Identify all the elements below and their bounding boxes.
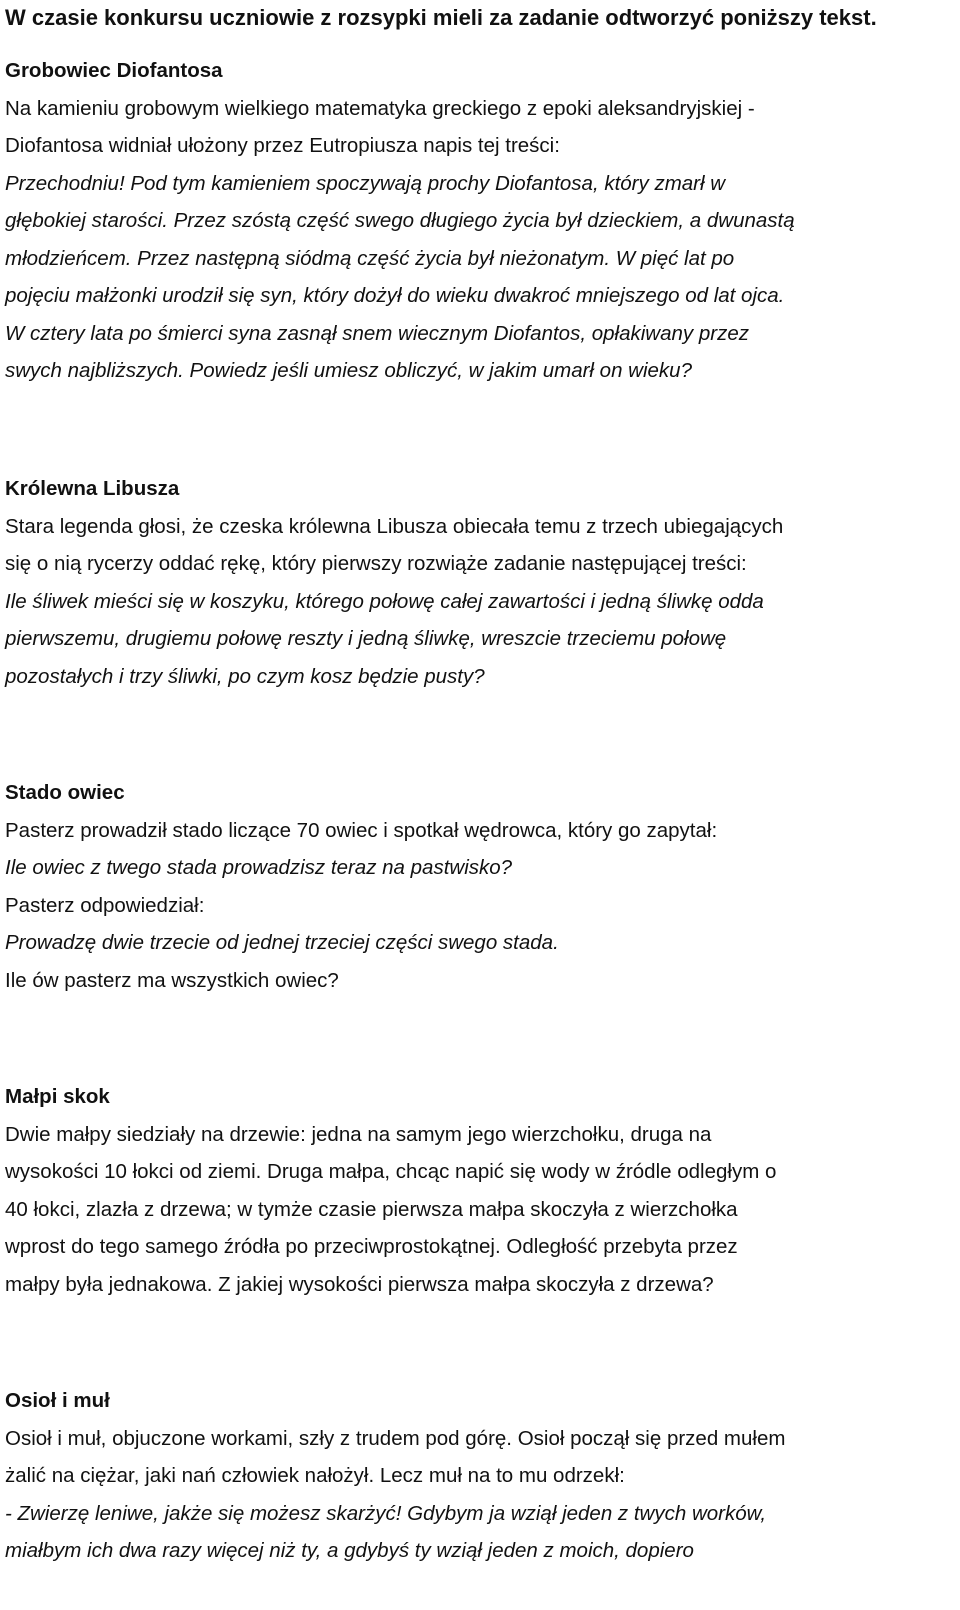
text-line: małpy była jednakowa. Z jakiej wysokości pierwsza małpa skoczyła z drzewa? xyxy=(5,1272,714,1296)
text-line: się o nią rycerzy oddać rękę, który pierwszy rozwiąże zadanie następującej treści: xyxy=(5,552,747,575)
section-title: Królewna Libusza xyxy=(5,477,180,500)
text-line-italic: W cztery lata po śmierci syna zasnął snem wiecznym Diofantos, opłakiwany przez xyxy=(5,321,749,345)
text-line-italic: młodzieńcem. Przez następną siódmą część życia był nieżonatym. W pięć lat po xyxy=(5,246,735,270)
text-line-italic: pierwszemu, drugiemu połowę reszty i jedną śliwkę, wreszcie trzeciemu połowę xyxy=(5,627,727,650)
section-osiol-i-mul xyxy=(5,1382,785,1570)
text-line: Dwie małpy siedziały na drzewie: jedna na samym jego wierzchołku, druga na xyxy=(5,1122,712,1146)
section-title: Osioł i muł xyxy=(5,1389,110,1412)
text-line: Stara legenda głosi, że czeska królewna Libusza obiecała temu z trzech ubiegających xyxy=(5,514,784,538)
text-line-italic: swych najbliższych. Powiedz jeśli umiesz obliczyć, w jakim umarł on wieku? xyxy=(5,359,692,382)
text-line: Diofantosa widniał ułożony przez Eutropiusza napis tej treści: xyxy=(5,134,560,157)
text-line-italic: pojęciu małżonki urodził się syn, który dożył do wieku dwakroć mniejszego od lat ojca. xyxy=(5,284,785,307)
text-line-italic: głębokiej starości. Przez szóstą część swego długiego życia był dzieckiem, a dwunastą xyxy=(5,209,795,232)
section-libusza xyxy=(5,470,783,695)
document-page xyxy=(5,0,950,1562)
text-line: Pasterz odpowiedział: xyxy=(5,893,205,917)
text-line: Na kamieniu grobowym wielkiego matematyka greckiego z epoki aleksandryjskiej - xyxy=(5,96,755,120)
text-line: wysokości 10 łokci od ziemi. Druga małpa, chcąc napić się wody w źródle odległym o xyxy=(5,1160,777,1183)
section-title: Grobowiec Diofantosa xyxy=(5,59,223,82)
text-line-italic: Przechodniu! Pod tym kamieniem spoczywają prochy Diofantosa, który zmarł w xyxy=(5,171,726,195)
text-line: 40 łokci, zlazła z drzewa; w tymże czasie pierwsza małpa skoczyła z wierzchołka xyxy=(5,1197,738,1221)
text-line: Osioł i muł, objuczone workami, szły z trudem pod górę. Osioł począł się przed mułem xyxy=(5,1426,786,1450)
text-line-italic: Prowadzę dwie trzecie od jednej trzeciej części swego stada. xyxy=(5,931,559,954)
section-diofantos xyxy=(5,52,795,390)
text-line-italic: Ile śliwek mieści się w koszyku, którego połowę całej zawartości i jedną śliwkę odda xyxy=(5,589,764,613)
section-title: Małpi skok xyxy=(5,1085,110,1108)
text-line: Ile ów pasterz ma wszystkich owiec? xyxy=(5,968,339,992)
text-line: Pasterz prowadził stado liczące 70 owiec i spotkał wędrowca, który go zapytał: xyxy=(5,818,718,842)
text-line-italic: pozostałych i trzy śliwki, po czym kosz będzie pusty? xyxy=(5,664,485,688)
intro-text: W czasie konkursu uczniowie z rozsypki mieli za zadanie odtworzyć poniższy tekst. xyxy=(5,5,877,30)
text-line-italic: miałbym ich dwa razy więcej niż ty, a gdybyś ty wziął jeden z moich, dopiero xyxy=(5,1539,694,1562)
section-stado-owiec xyxy=(5,774,717,999)
text-line-italic: - Zwierzę leniwe, jakże się możesz skarżyć! Gdybym ja wziął jeden z twych worków, xyxy=(5,1501,767,1525)
text-line: żalić na ciężar, jaki nań człowiek nałożył. Lecz muł na to mu odrzekł: xyxy=(5,1464,625,1487)
text-line-italic: Ile owiec z twego stada prowadzisz teraz na pastwisko? xyxy=(5,856,513,879)
section-malpi-skok xyxy=(5,1078,776,1303)
section-title: Stado owiec xyxy=(5,781,125,804)
text-line: wprost do tego samego źródła po przeciwprostokątnej. Odległość przebyta przez xyxy=(5,1235,738,1258)
